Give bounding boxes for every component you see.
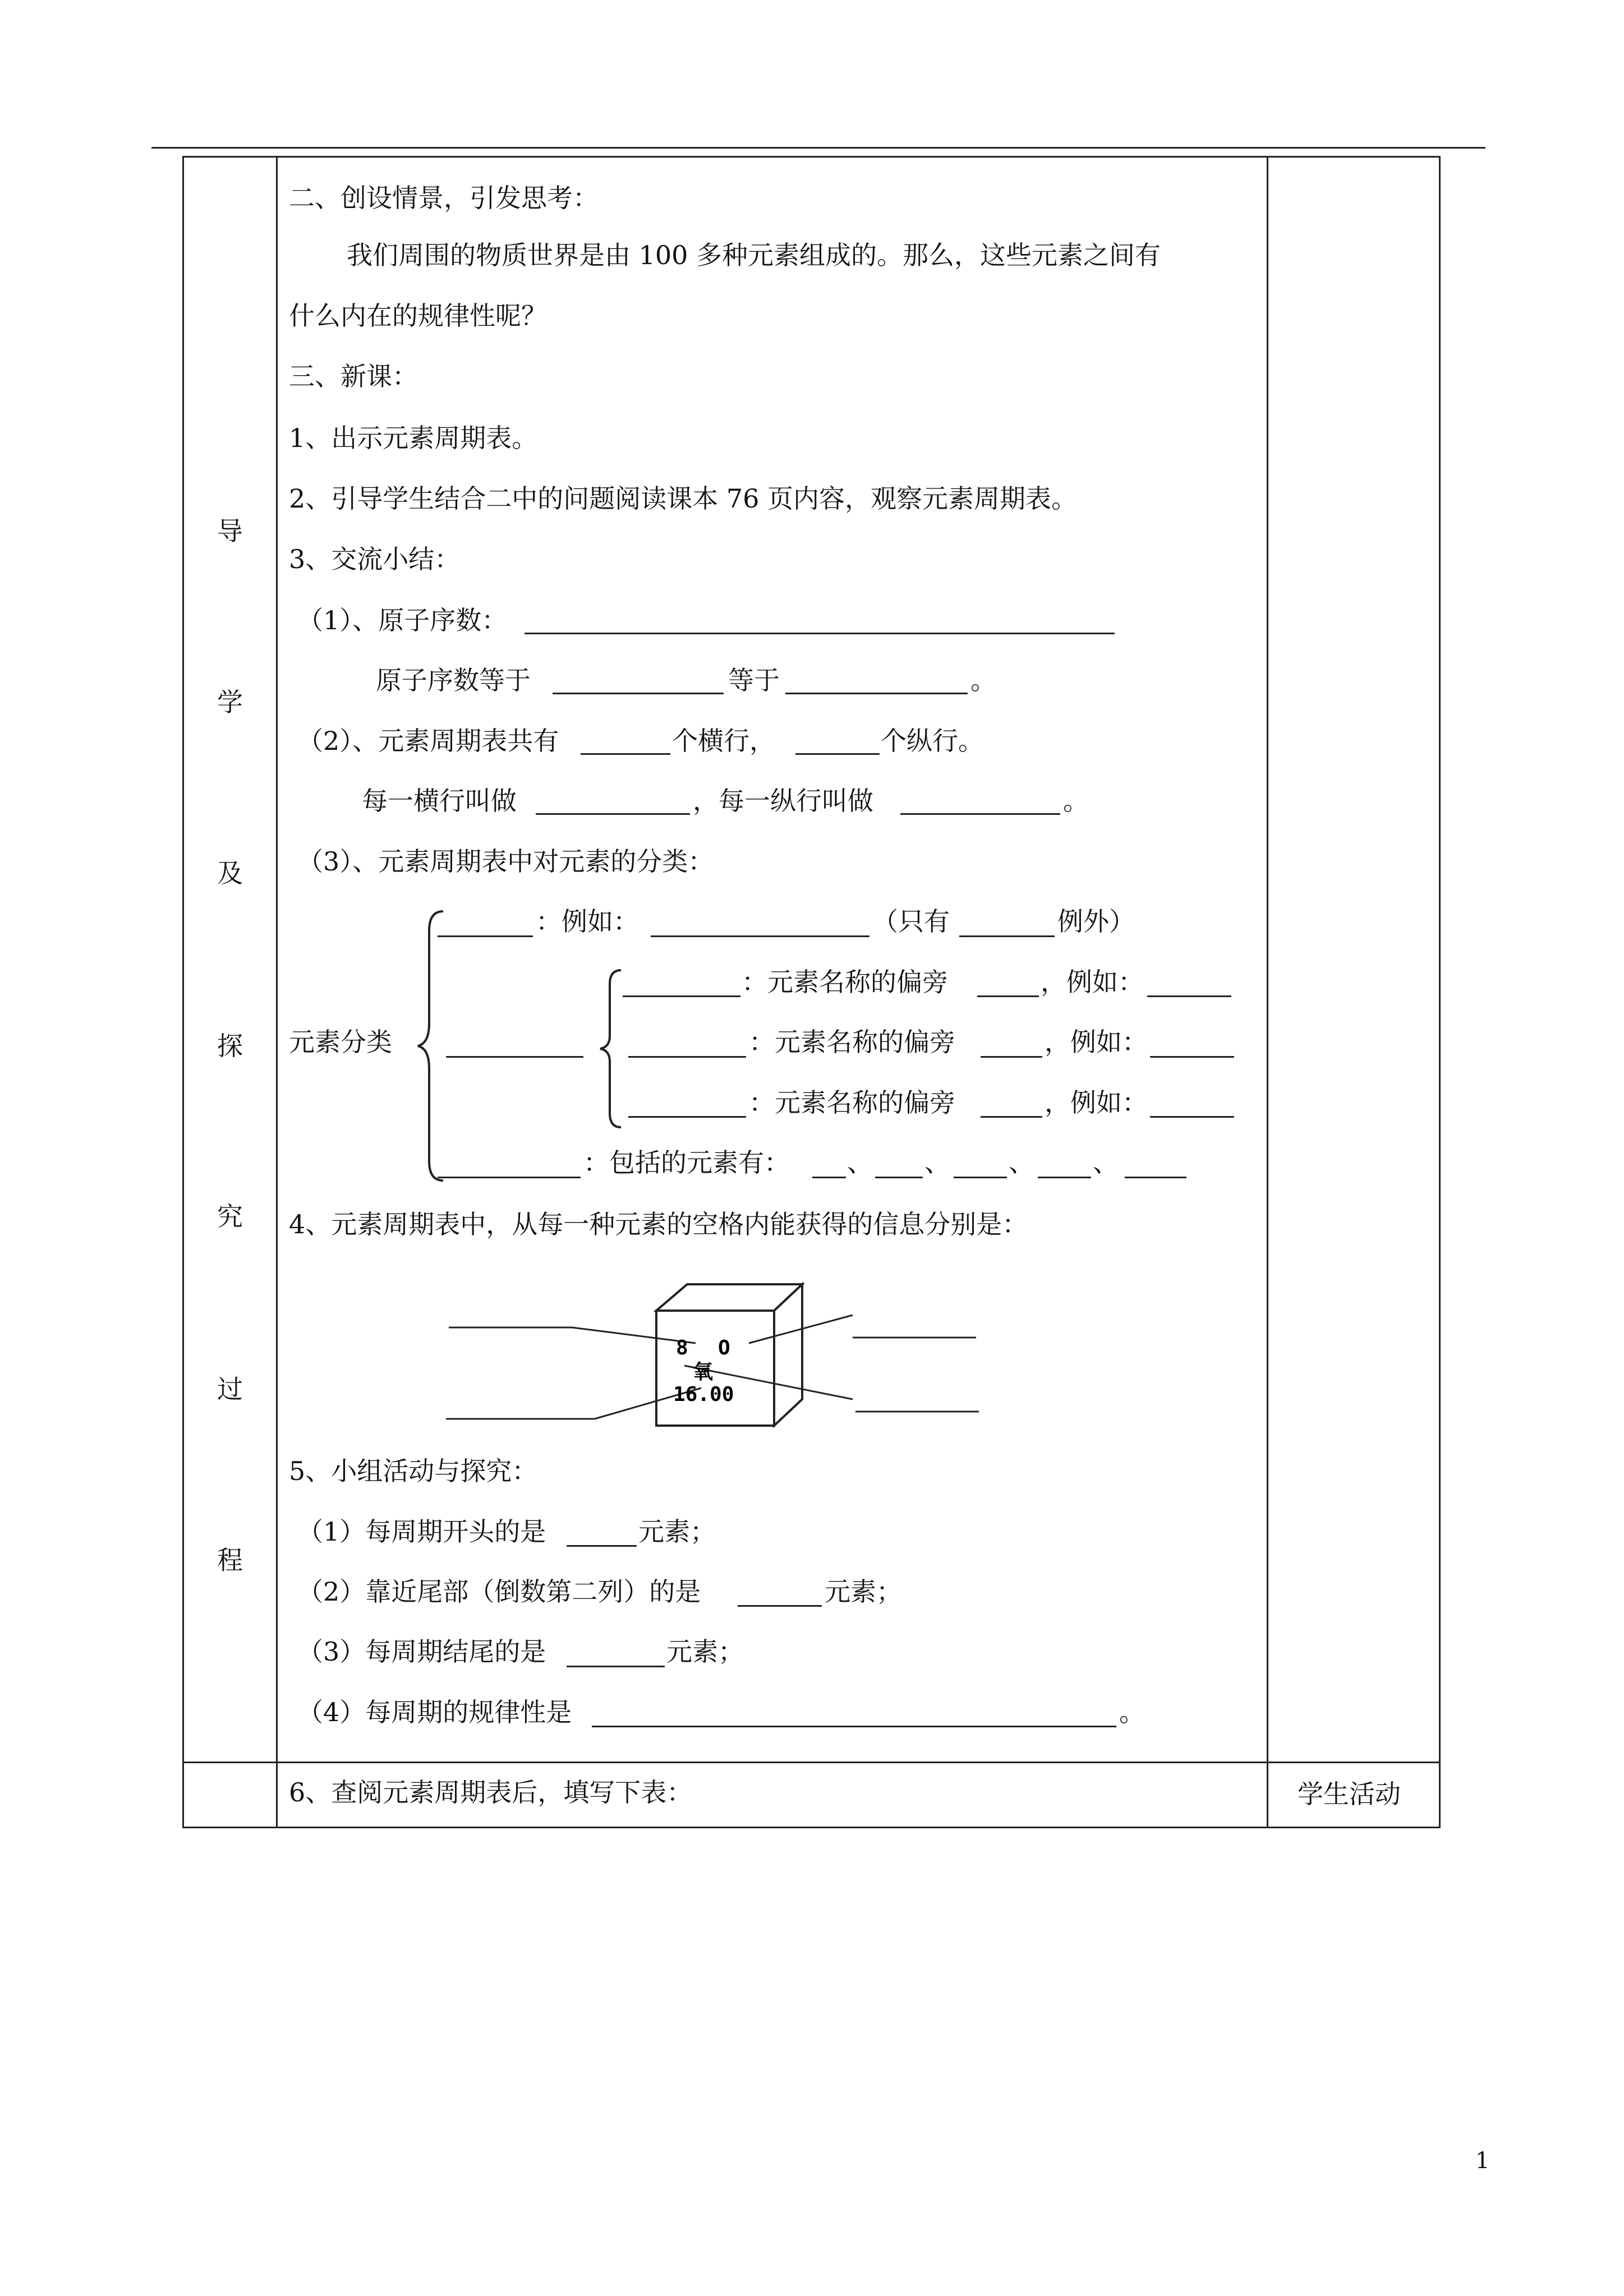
class-row1-b: （只有	[872, 906, 950, 937]
element-number: 8	[676, 1336, 688, 1359]
activity-3-a: （3）每周期结尾的是	[297, 1636, 546, 1667]
item-6: 6、查阅元素周期表后，填写下表：	[289, 1777, 693, 1808]
activity-2-a: （2）靠近尾部（倒数第二列）的是	[297, 1576, 701, 1607]
q3: （3）、元素周期表中对元素的分类：	[297, 846, 714, 877]
class-row1-blank[interactable]	[438, 935, 533, 937]
item-5: 5、小组活动与探究：	[289, 1456, 538, 1486]
class-last-el5[interactable]	[1125, 1177, 1186, 1178]
sub-row2-b: ，例如：	[1045, 1027, 1148, 1057]
item-3: 3、交流小结：	[289, 544, 461, 574]
class-last-sep3: 、	[1009, 1147, 1034, 1178]
section-3-title: 三、新课：	[289, 361, 418, 391]
sub-row2-a: ：元素名称的偏旁	[749, 1027, 955, 1057]
sub-row2-blank[interactable]	[628, 1056, 746, 1058]
activity-3-b: 元素；	[666, 1636, 744, 1667]
side-char-5: 究	[217, 1201, 243, 1232]
class-last-el4[interactable]	[1038, 1177, 1091, 1178]
class-last-sep4: 、	[1093, 1147, 1119, 1178]
column-divider-left	[276, 158, 278, 1827]
activity-1-blank[interactable]	[567, 1545, 637, 1547]
class-metal-blank[interactable]	[446, 1056, 583, 1058]
class-brace-inner	[597, 967, 625, 1130]
class-last-a: ：包括的元素有：	[583, 1147, 790, 1178]
sub-row2-example[interactable]	[1150, 1056, 1234, 1058]
element-mass: 16.00	[673, 1383, 734, 1406]
side-char-1: 导	[217, 516, 243, 546]
class-last-el1[interactable]	[812, 1177, 846, 1178]
q2-a: （2）、元素周期表共有	[297, 726, 559, 756]
q2-b: 个横行，	[672, 726, 775, 756]
sub-row1-a: ：元素名称的偏旁	[742, 967, 948, 997]
class-label: 元素分类	[289, 1027, 392, 1057]
element-box-diagram	[438, 1281, 987, 1439]
activity-1-a: （1）每周期开头的是	[297, 1516, 546, 1547]
q2-line2-a: 每一横行叫做	[362, 786, 517, 816]
class-last-sep2: 、	[924, 1147, 950, 1178]
section-2-title: 二、创设情景，引发思考：	[289, 183, 599, 213]
class-brace-outer	[415, 909, 449, 1183]
q2-blank-cols[interactable]	[795, 753, 880, 755]
q2-line2-b: ，每一纵行叫做	[693, 786, 873, 816]
q2-c: 个纵行。	[881, 726, 984, 756]
activity-2-blank[interactable]	[738, 1605, 822, 1607]
class-row1-a: ：例如：	[536, 906, 639, 937]
sub-row1-blank[interactable]	[623, 995, 740, 997]
q2-line2-c: 。	[1063, 786, 1089, 816]
class-last-blank[interactable]	[438, 1177, 581, 1178]
sub-row1-example[interactable]	[1147, 995, 1231, 997]
sub-row3-a: ：元素名称的偏旁	[749, 1087, 955, 1118]
side-char-4: 探	[217, 1031, 243, 1061]
element-name: 氧	[693, 1361, 714, 1384]
side-char-3: 及	[217, 858, 243, 888]
column-divider-right	[1267, 158, 1268, 1827]
right-label: 学生活动	[1298, 1779, 1401, 1809]
sub-row2-radical[interactable]	[981, 1056, 1042, 1058]
section-2-body-2: 什么内在的规律性呢？	[289, 301, 547, 331]
activity-3-blank[interactable]	[567, 1666, 665, 1667]
class-row1-example[interactable]	[651, 935, 869, 937]
sub-row3-blank[interactable]	[628, 1116, 746, 1118]
item-4: 4、元素周期表中，从每一种元素的空格内能获得的信息分别是：	[289, 1209, 1028, 1239]
sub-row3-example[interactable]	[1150, 1116, 1234, 1118]
header-rule	[151, 147, 1485, 149]
item-2: 2、引导学生结合二中的问题阅读课本 76 页内容，观察元素周期表。	[289, 483, 1078, 514]
q2-blank-group[interactable]	[900, 813, 1060, 815]
page-number: 1	[1475, 2148, 1490, 2174]
q1-blank-3[interactable]	[785, 693, 968, 694]
class-last-el2[interactable]	[875, 1177, 923, 1178]
q1-label: （1）、原子序数：	[297, 605, 508, 635]
side-char-7: 程	[217, 1545, 243, 1575]
sub-row1-radical[interactable]	[977, 995, 1039, 997]
activity-4-a: （4）每周期的规律性是	[297, 1697, 572, 1727]
side-char-2: 学	[217, 687, 243, 717]
class-last-el3[interactable]	[954, 1177, 1007, 1178]
section-2-body-1: 我们周围的物质世界是由 100 多种元素组成的。那么，这些元素之间有	[347, 240, 1161, 270]
sub-row3-radical[interactable]	[981, 1116, 1042, 1118]
class-last-sep1: 、	[847, 1147, 873, 1178]
q2-blank-rows[interactable]	[581, 753, 670, 755]
q1-line2-a: 原子序数等于	[376, 665, 531, 695]
class-row1-c: 例外）	[1057, 906, 1135, 937]
activity-1-b: 元素；	[638, 1516, 716, 1547]
q1-blank-2[interactable]	[553, 693, 724, 694]
sub-row3-b: ，例如：	[1045, 1087, 1148, 1118]
sub-row1-b: ，例如：	[1041, 967, 1144, 997]
side-char-6: 过	[217, 1374, 243, 1404]
q1-line2-c: 。	[970, 665, 996, 695]
activity-4-b: 。	[1119, 1697, 1145, 1727]
element-symbol: O	[718, 1336, 730, 1359]
q1-blank[interactable]	[525, 633, 1115, 634]
q2-blank-period[interactable]	[536, 813, 690, 815]
q1-line2-b: 等于	[728, 665, 780, 695]
activity-2-b: 元素；	[825, 1576, 902, 1607]
row-divider	[184, 1762, 1439, 1763]
activity-4-blank[interactable]	[592, 1726, 1116, 1727]
class-row1-exception[interactable]	[959, 935, 1055, 937]
item-1: 1、出示元素周期表。	[289, 423, 538, 453]
